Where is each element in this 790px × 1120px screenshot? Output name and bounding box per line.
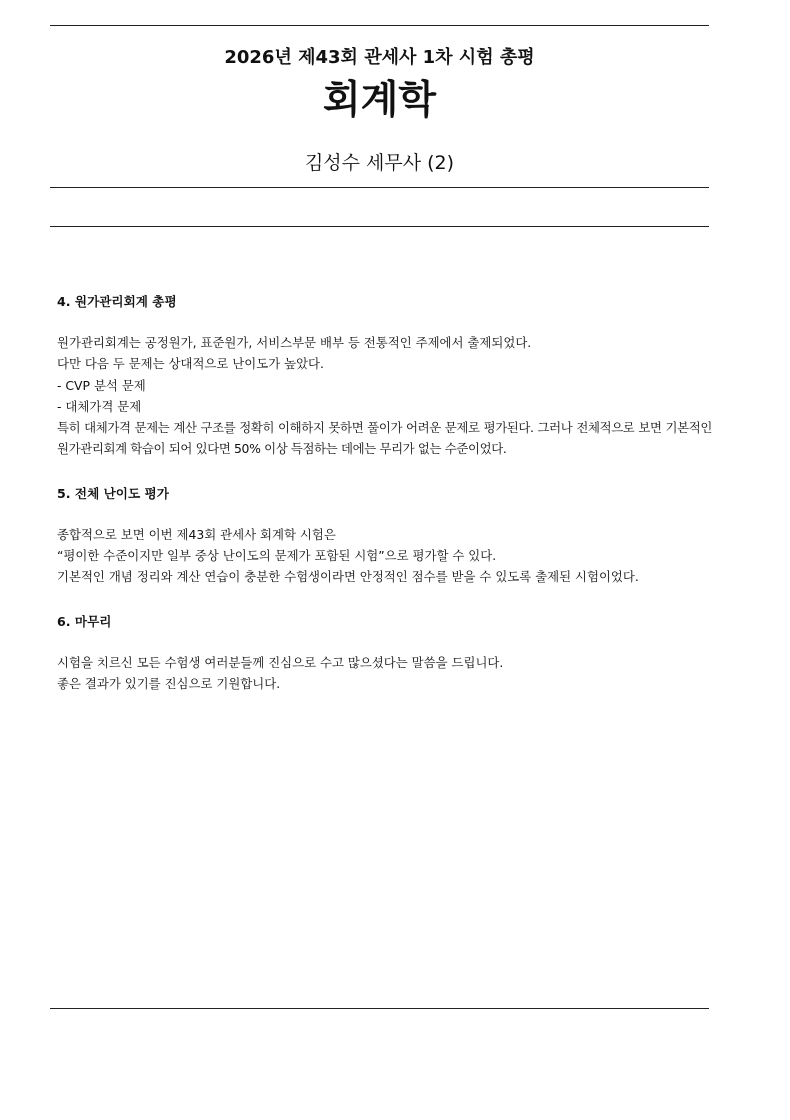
paragraph-line: 원가관리회계는 공정원가, 표준원가, 서비스부문 배부 등 전통적인 주제에서 출제되었다. <box>57 335 532 350</box>
list-item: - CVP 분석 문제 <box>57 377 146 393</box>
section-heading: 6. 마무리 <box>57 613 112 629</box>
footer-rule <box>50 1008 709 1009</box>
section-cost-accounting <box>57 292 712 460</box>
paragraph-line: 시험을 치르신 모든 수험생 여러분들께 진심으로 수고 많으셨다는 말씀을 드립니다. <box>57 654 504 670</box>
paragraph-line: 종합적으로 보면 이번 제43회 관세사 회계학 시험은 <box>57 526 336 542</box>
paragraph-line: 좋은 결과가 있기를 진심으로 기원합니다. <box>57 675 281 691</box>
section-heading: 4. 원가관리회계 총평 <box>57 294 177 309</box>
paragraph-line: “평이한 수준이지만 일부 중상 난이도의 문제가 포함된 시험”으로 평가할 수 있다. <box>57 548 497 564</box>
document-body <box>57 292 712 718</box>
paragraph-line: 특히 대체가격 문제는 계산 구조를 정확히 이해하지 못하면 풀이가 어려운 문제로 평가된다. 그러나 전체적으로 보면 기본적인 원가관리회계 학습이 되어 있다면 50% 이상 득점하는 데에는 무리가 없는 수준이었다. <box>57 420 712 457</box>
paragraph-line: 기본적인 개념 정리와 계산 연습이 충분한 수험생이라면 안정적인 점수를 받을 수 있도록 출제된 시험이었다. <box>57 569 639 585</box>
author-line: 김성수 세무사 (2) <box>304 152 455 174</box>
subject-title: 회계학 <box>322 78 437 123</box>
header-bottom-rule <box>50 187 709 188</box>
section-difficulty <box>57 484 712 588</box>
section-closing <box>57 612 712 695</box>
document-title: 2026년 제43회 관세사 1차 시험 총평 <box>224 47 535 68</box>
paragraph-line: 다만 다음 두 문제는 상대적으로 난이도가 높았다. <box>57 356 324 372</box>
header-top-rule <box>50 25 709 26</box>
section-heading: 5. 전체 난이도 평가 <box>57 485 169 501</box>
list-item: - 대체가격 문제 <box>57 398 142 414</box>
subheader-rule <box>50 226 709 227</box>
